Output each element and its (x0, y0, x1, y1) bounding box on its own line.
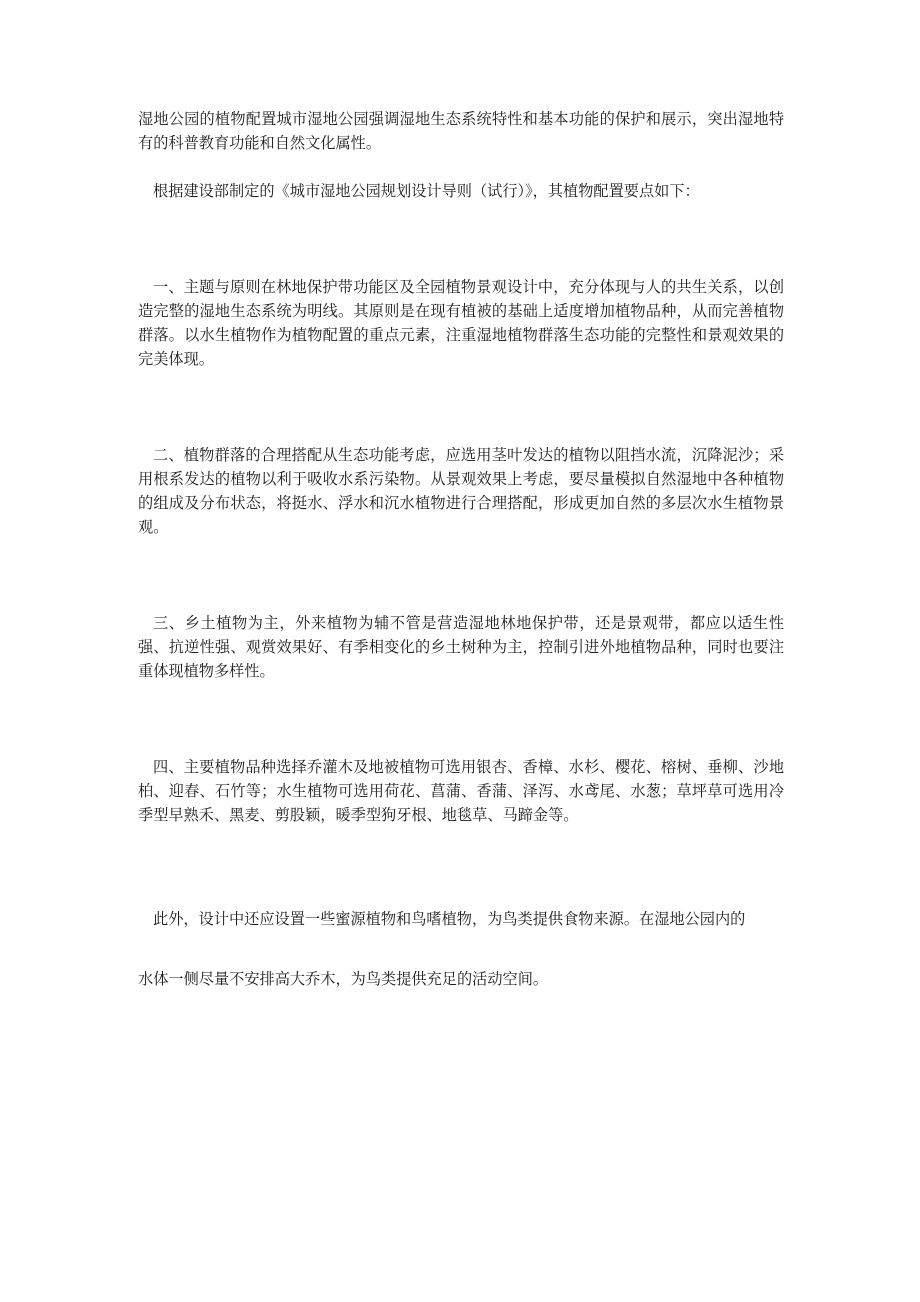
extra-paragraph-line-1: 此外，设计中还应设置一些蜜源植物和鸟嗜植物，为鸟类提供食物来源。在湿地公园内的 (153, 910, 746, 928)
extra-paragraph-line-2: 水体一侧尽量不安排高大乔木，为鸟类提供充足的活动空间。 (138, 970, 549, 988)
section-2-paragraph: 二、植物群落的合理搭配从生态功能考虑，应选用茎叶发达的植物以阻挡水流，沉降泥沙；采用根系发达的植物以利于吸收水系污染物。从景观效果上考虑，要尽量模拟自然湿地中各种植物的组成及分布状态，将挺水、浮水和沉水植物进行合理搭配，形成更加自然的多层次水生植物景观。 (138, 446, 784, 536)
section-3-paragraph: 三、乡土植物为主，外来植物为辅不管是营造湿地林地保护带，还是景观带，都应以适生性强、抗逆性强、观赏效果好、有季相变化的乡土树种为主，控制引进外地植物品种，同时也要注重体现植物多样性。 (138, 614, 784, 680)
guideline-paragraph: 根据建设部制定的《城市湿地公园规划设计导则（试行）》，其植物配置要点如下： (153, 182, 700, 200)
section-1-paragraph: 一、主题与原则在林地保护带功能区及全园植物景观设计中，充分体现与人的共生关系，以创造完整的湿地生态系统为明线。其原则是在现有植被的基础上适度增加植物品种，从而完善植物群落。以水生植物作为植物配置的重点元素，注重湿地植物群落生态功能的完整性和景观效果的完美体现。 (138, 278, 784, 368)
section-4-paragraph: 四、主要植物品种选择乔灌木及地被植物可选用银杏、香樟、水杉、樱花、榕树、垂柳、沙地柏、迎春、石竹等；水生植物可选用荷花、菖蒲、香蒲、泽泻、水鸢尾、水葱；草坪草可选用冷季型早熟禾、黑麦、剪股颖，暖季型狗牙根、地毯草、马蹄金等。 (138, 758, 784, 824)
intro-paragraph: 湿地公园的植物配置城市湿地公园强调湿地生态系统特性和基本功能的保护和展示，突出湿地特有的科普教育功能和自然文化属性。 (138, 110, 784, 152)
